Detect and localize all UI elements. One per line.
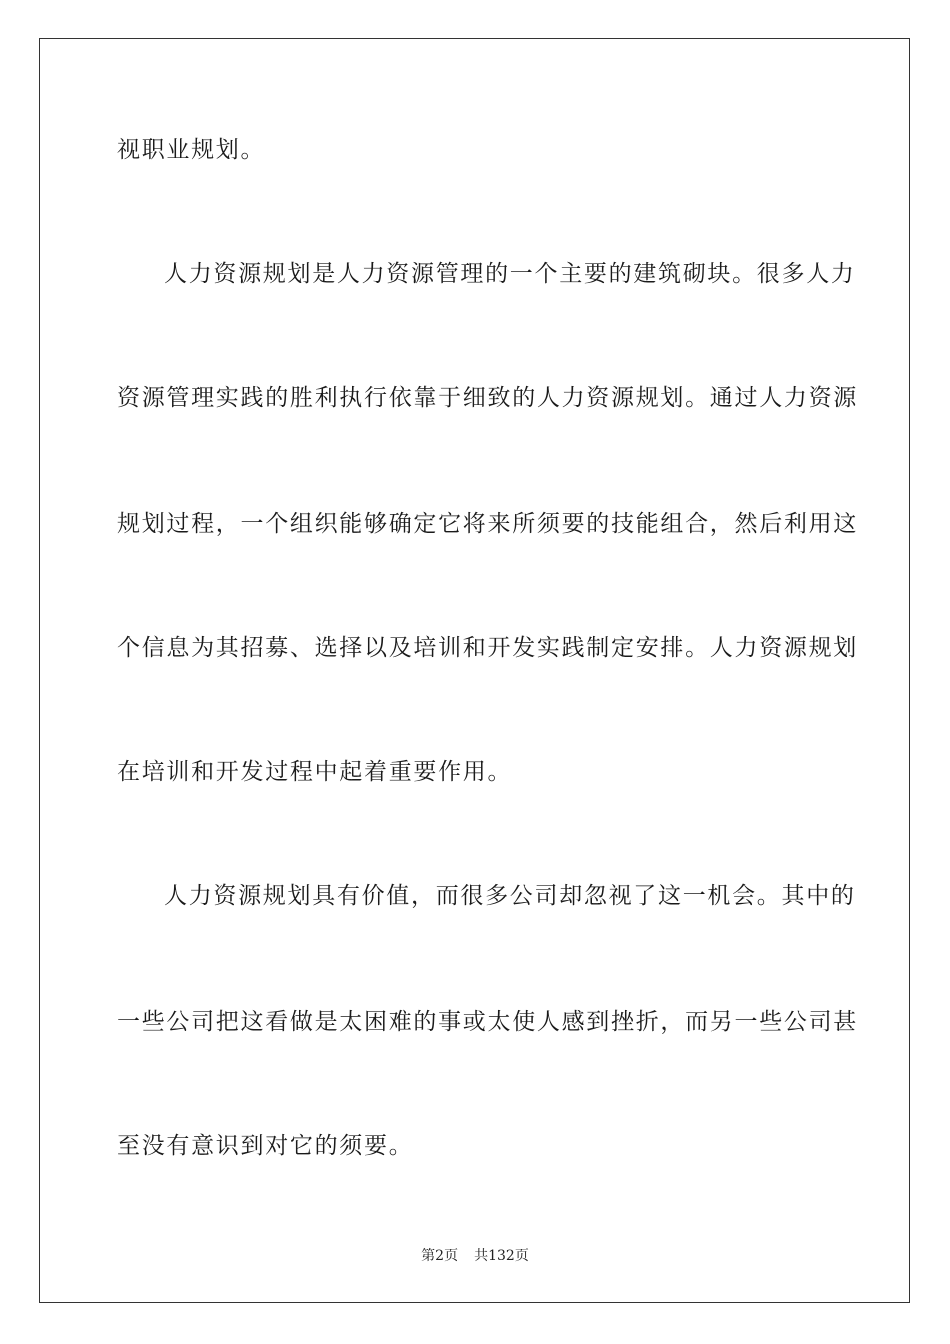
paragraph-first-line: 人力资源规划是人力资源管理的一个主要的建筑砌块。很多人力 — [164, 261, 856, 287]
page-number: 第2页 — [421, 1248, 459, 1264]
text-line: 一些公司把这看做是太困难的事或太使人感到挫折，而另一些公司甚 — [117, 1009, 858, 1035]
text-line: 视职业规划。 — [117, 137, 266, 163]
text-line: 资源管理实践的胜利执行依靠于细致的人力资源规划。通过人力资源 — [117, 385, 858, 411]
text-line: 在培训和开发过程中起着重要作用。 — [117, 759, 513, 785]
page-footer — [0, 1247, 950, 1265]
text-line: 规划过程，一个组织能够确定它将来所须要的技能组合，然后利用这 — [117, 511, 858, 537]
page-border — [39, 38, 910, 1303]
text-line: 个信息为其招募、选择以及培训和开发实践制定安排。人力资源规划 — [117, 635, 858, 661]
paragraph-first-line: 人力资源规划具有价值，而很多公司却忽视了这一机会。其中的 — [164, 883, 856, 909]
text-line: 至没有意识到对它的须要。 — [117, 1133, 414, 1159]
total-pages: 共132页 — [474, 1248, 529, 1264]
